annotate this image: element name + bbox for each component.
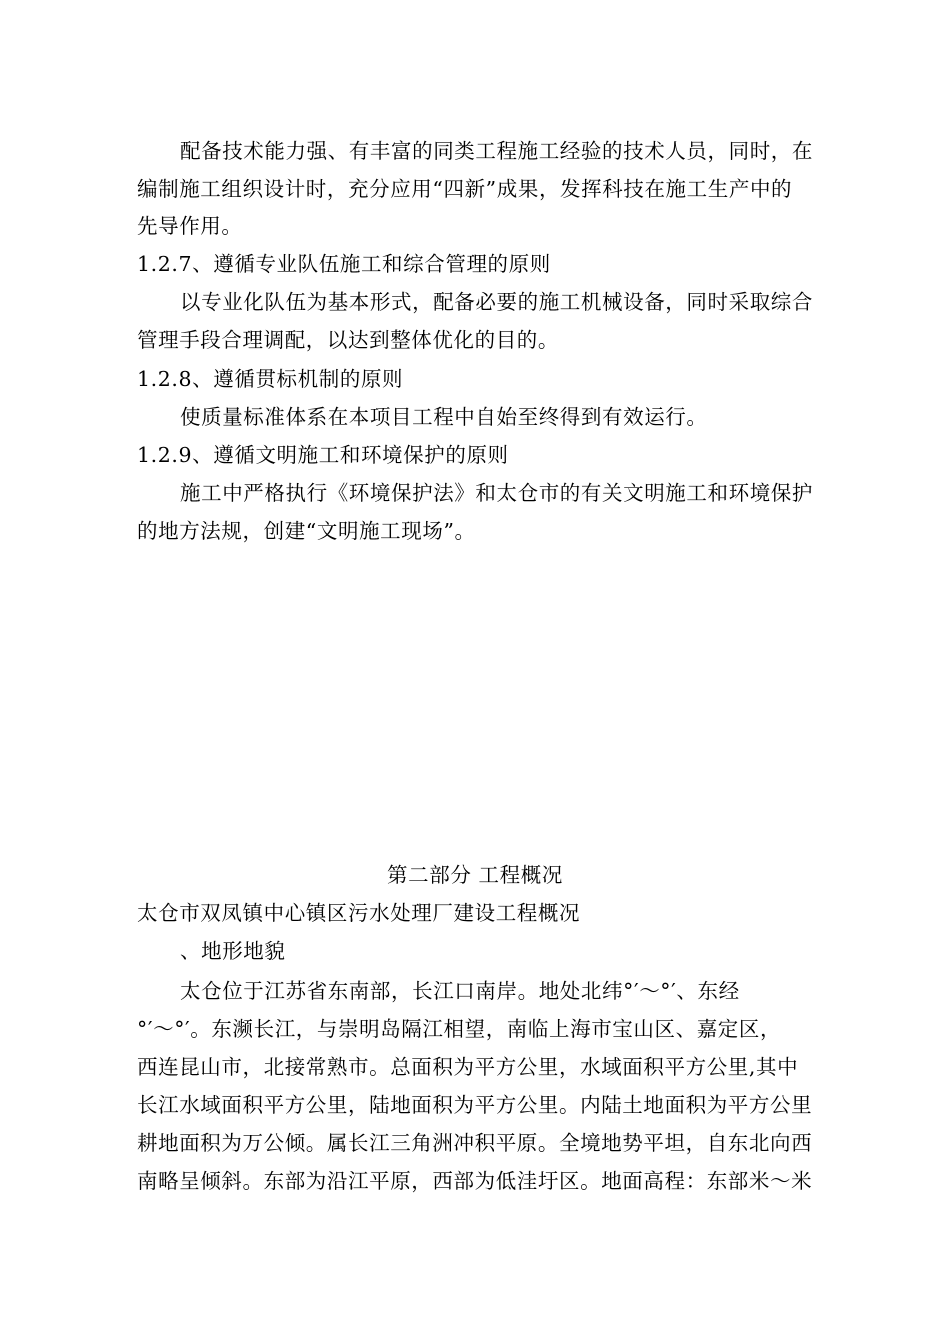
section-heading-1-2-8: 1.2.8、遵循贯标机制的原则 xyxy=(137,367,404,391)
project-subtitle: 太仓市双凤镇中心镇区污水处理厂建设工程概况 xyxy=(137,901,581,925)
paragraph-line: 配备技术能力强、有丰富的同类工程施工经验的技术人员，同时，在 xyxy=(180,139,813,163)
paragraph-line: 长江水域面积平方公里，陆地面积为平方公里。内陆土地面积为平方公里 xyxy=(137,1093,813,1117)
section-heading-1-2-9: 1.2.9、遵循文明施工和环境保护的原则 xyxy=(137,443,509,467)
paragraph-line: 施工中严格执行《环境保护法》和太仓市的有关文明施工和环境保护 xyxy=(180,481,813,505)
paragraph-line: 管理手段合理调配，以达到整体优化的目的。 xyxy=(137,328,559,352)
paragraph-line: 的地方法规，创建“文明施工现场”。 xyxy=(137,519,476,543)
paragraph-line: 太仓位于江苏省东南部，长江口南岸。地处北纬°′～°′、东经 xyxy=(180,979,740,1003)
paragraph-line: 南略呈倾斜。东部为沿江平原，西部为低洼圩区。地面高程：东部米～米 xyxy=(137,1169,813,1193)
paragraph-line: 耕地面积为万公倾。属长江三角洲冲积平原。全境地势平坦，自东北向西 xyxy=(137,1131,813,1155)
sub-heading-terrain: 、地形地貌 xyxy=(180,939,286,963)
paragraph-line: 先导作用。 xyxy=(137,214,243,238)
paragraph-line: 编制施工组织设计时，充分应用“四新”成果，发挥科技在施工生产中的 xyxy=(137,177,793,201)
part-title: 第二部分 工程概况 xyxy=(387,863,563,887)
paragraph-line: °′～°′。东濒长江，与崇明岛隔江相望，南临上海市宝山区、嘉定区， xyxy=(137,1017,782,1041)
paragraph-line: 以专业化队伍为基本形式，配备必要的施工机械设备，同时采取综合 xyxy=(180,290,813,314)
section-heading-1-2-7: 1.2.7、遵循专业队伍施工和综合管理的原则 xyxy=(137,252,551,276)
paragraph-line: 西连昆山市，北接常熟市。总面积为平方公里，水域面积平方公里,其中 xyxy=(137,1055,799,1079)
paragraph-line: 使质量标准体系在本项目工程中自始至终得到有效运行。 xyxy=(180,405,708,429)
